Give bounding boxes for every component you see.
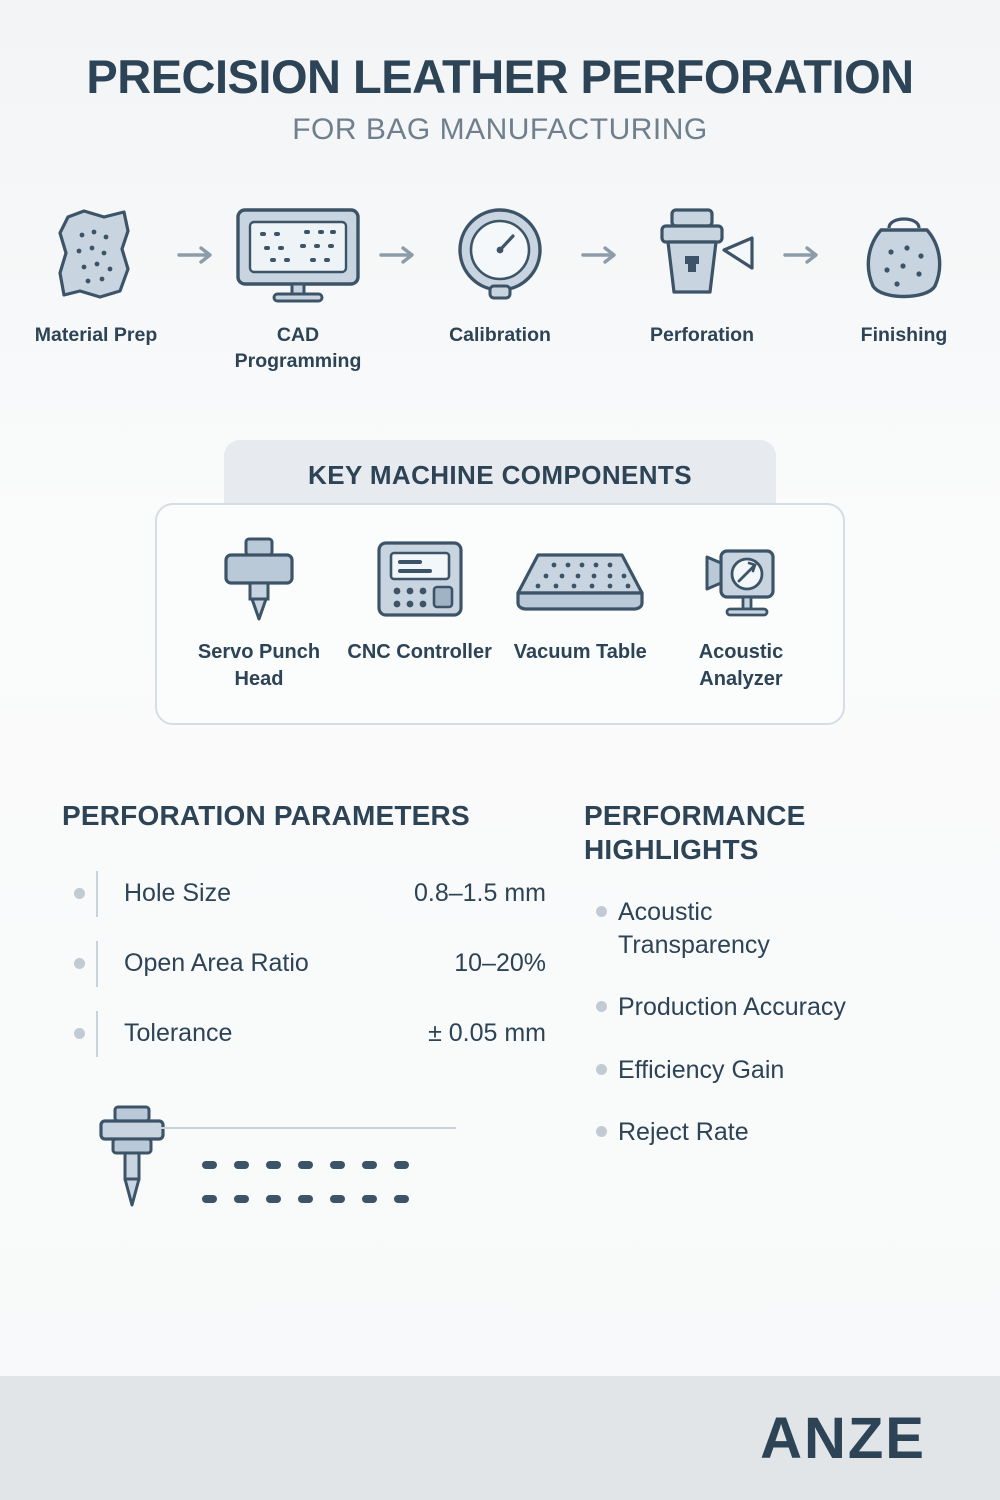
component-servo-punch-head	[181, 533, 337, 693]
flow-step-material-prep	[22, 203, 170, 348]
punch-machine-icon	[642, 203, 762, 307]
bullet-icon	[62, 958, 96, 969]
arrow-right-icon	[372, 203, 426, 307]
divider	[96, 871, 98, 917]
flow-step-cad-programming	[224, 203, 372, 374]
divider	[96, 941, 98, 987]
header	[0, 0, 1000, 147]
bullet-icon	[584, 1054, 618, 1075]
brand-logo: ANZE	[760, 1405, 926, 1471]
parameter-row	[62, 999, 574, 1069]
hole-pattern-row	[202, 1195, 456, 1203]
monitor-cad-icon	[234, 203, 362, 307]
arrow-right-icon	[776, 203, 830, 307]
arrow-right-icon	[170, 203, 224, 307]
highlights-list	[584, 896, 938, 1149]
hole-pattern	[202, 1103, 456, 1229]
highlights-title: PERFORMANCE HIGHLIGHTS	[584, 800, 806, 865]
bullet-icon	[584, 896, 618, 917]
flow-step-finishing	[830, 203, 978, 348]
highlight-label: Efficiency Gain	[618, 1055, 785, 1084]
perforation-parameters	[62, 799, 574, 1229]
process-flow	[0, 203, 1000, 374]
component-cnc-controller	[342, 533, 498, 666]
flow-step-perforation	[628, 203, 776, 348]
parameters-title: PERFORATION PARAMETERS	[62, 800, 470, 832]
bullet-icon	[584, 1116, 618, 1137]
components-card	[155, 503, 845, 725]
component-label: Acoustic Analyzer	[698, 641, 784, 691]
bullet-icon	[62, 1028, 96, 1039]
acoustic-analyzer-icon	[691, 533, 791, 625]
vacuum-table-icon	[510, 533, 650, 625]
parameter-value: 10–20%	[454, 949, 546, 978]
bullet-icon	[62, 888, 96, 899]
key-machine-components	[155, 440, 845, 725]
component-label: Vacuum Table	[513, 641, 647, 664]
component-vacuum-table	[502, 533, 658, 666]
highlight-item	[584, 1116, 938, 1149]
components-title: KEY MACHINE COMPONENTS	[308, 460, 692, 491]
punch-tool-icon	[62, 1103, 202, 1213]
flow-step-label: Material Prep	[34, 324, 158, 347]
bullet-icon	[584, 991, 618, 1012]
highlight-label: Acoustic Transparency	[618, 898, 770, 959]
highlight-item	[584, 896, 938, 961]
flow-step-calibration	[426, 203, 574, 348]
parameter-row	[62, 929, 574, 999]
parameter-name: Hole Size	[124, 879, 231, 908]
footer	[0, 1376, 1000, 1500]
component-label: Servo Punch Head	[197, 641, 321, 691]
parameters-list	[62, 859, 574, 1069]
highlight-item	[584, 1054, 938, 1087]
highlight-label: Production Accuracy	[618, 993, 846, 1022]
divider	[96, 1011, 98, 1057]
performance-highlights	[574, 799, 938, 1229]
cnc-controller-icon	[373, 533, 467, 625]
leather-swatch-icon	[54, 203, 138, 307]
flow-step-label: Calibration	[449, 324, 551, 347]
parameter-name: Tolerance	[124, 1019, 233, 1048]
flow-step-label: Finishing	[860, 324, 948, 347]
parameter-row	[62, 859, 574, 929]
finished-bag-icon	[855, 203, 953, 307]
gauge-icon	[451, 203, 549, 307]
parameter-value: 0.8–1.5 mm	[413, 879, 546, 908]
arrow-right-icon	[574, 203, 628, 307]
flow-step-label: Perforation	[649, 324, 754, 347]
component-acoustic-analyzer	[663, 533, 819, 693]
highlight-label: Reject Rate	[618, 1118, 749, 1147]
page-subtitle: FOR BAG MANUFACTURING	[292, 113, 708, 147]
highlight-item	[584, 991, 938, 1024]
parameter-value: ± 0.05 mm	[428, 1019, 546, 1048]
component-label: CNC Controller	[347, 641, 492, 664]
page-title: PRECISION LEATHER PERFORATION	[86, 50, 914, 103]
pattern-guide-line	[156, 1127, 456, 1129]
hole-pattern-row	[202, 1161, 456, 1169]
punch-detail-graphic	[62, 1103, 574, 1229]
lower-section	[0, 799, 1000, 1229]
parameter-name: Open Area Ratio	[124, 949, 309, 978]
servo-punch-head-icon	[216, 533, 302, 625]
flow-step-label: CAD Programming	[234, 324, 362, 372]
